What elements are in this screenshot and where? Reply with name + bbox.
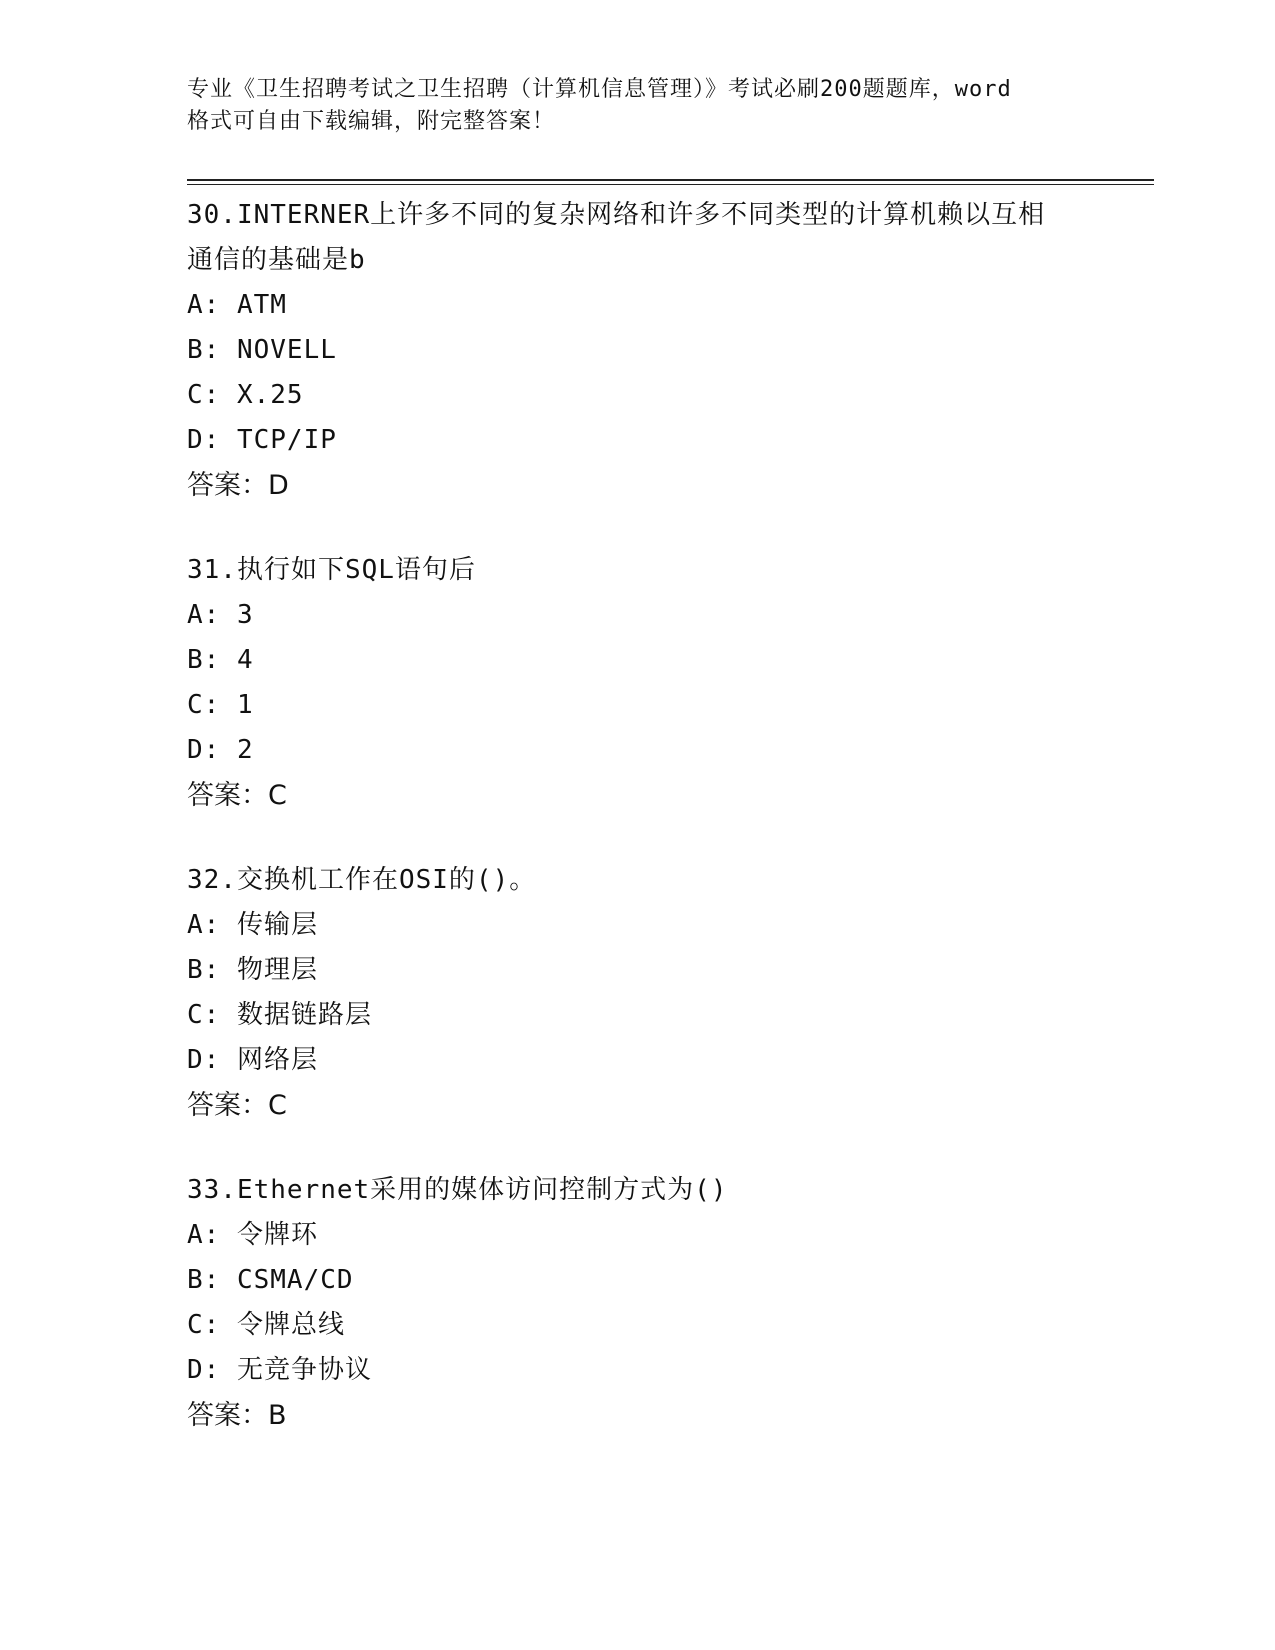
- header-line-1: 专业《卫生招聘考试之卫生招聘（计算机信息管理）》考试必刷200题题库，word: [187, 77, 1012, 102]
- header-divider-thick: [187, 179, 1154, 181]
- option-b: B: NOVELL: [187, 335, 337, 365]
- answer: 答案：D: [187, 470, 289, 501]
- option-d: D: TCP/IP: [187, 425, 337, 455]
- option-c: C: 令牌总线: [187, 1310, 345, 1340]
- option-c: C: 1: [187, 690, 254, 720]
- option-d: D: 网络层: [187, 1045, 318, 1075]
- header-divider-thin: [187, 184, 1154, 185]
- answer: 答案：C: [187, 780, 287, 811]
- option-d: D: 2: [187, 735, 254, 765]
- option-c: C: 数据链路层: [187, 1000, 372, 1030]
- question-31: [187, 548, 1087, 818]
- question-list: [187, 193, 1087, 1478]
- question-30: [187, 193, 1087, 508]
- option-c: C: X.25: [187, 380, 304, 410]
- question-title: 32.交换机工作在OSI的()。: [187, 865, 537, 895]
- question-title: 30.INTERNER上许多不同的复杂网络和许多不同类型的计算机赖以互相: [187, 200, 1046, 230]
- answer: 答案：C: [187, 1090, 287, 1121]
- option-b: B: 4: [187, 645, 254, 675]
- question-32: [187, 858, 1087, 1128]
- question-title: 31.执行如下SQL语句后: [187, 555, 476, 585]
- option-a: A: 传输层: [187, 910, 318, 940]
- option-a: A: 令牌环: [187, 1220, 318, 1250]
- option-a: A: 3: [187, 600, 254, 630]
- question-title-continued: 通信的基础是b: [187, 245, 366, 275]
- question-33: [187, 1168, 1087, 1438]
- document-header: [187, 74, 1087, 138]
- option-d: D: 无竞争协议: [187, 1355, 372, 1385]
- answer: 答案：B: [187, 1400, 287, 1431]
- option-b: B: CSMA/CD: [187, 1265, 354, 1295]
- header-line-2: 格式可自由下载编辑，附完整答案！: [187, 109, 556, 134]
- option-a: A: ATM: [187, 290, 287, 320]
- question-title: 33.Ethernet采用的媒体访问控制方式为(): [187, 1175, 728, 1205]
- option-b: B: 物理层: [187, 955, 318, 985]
